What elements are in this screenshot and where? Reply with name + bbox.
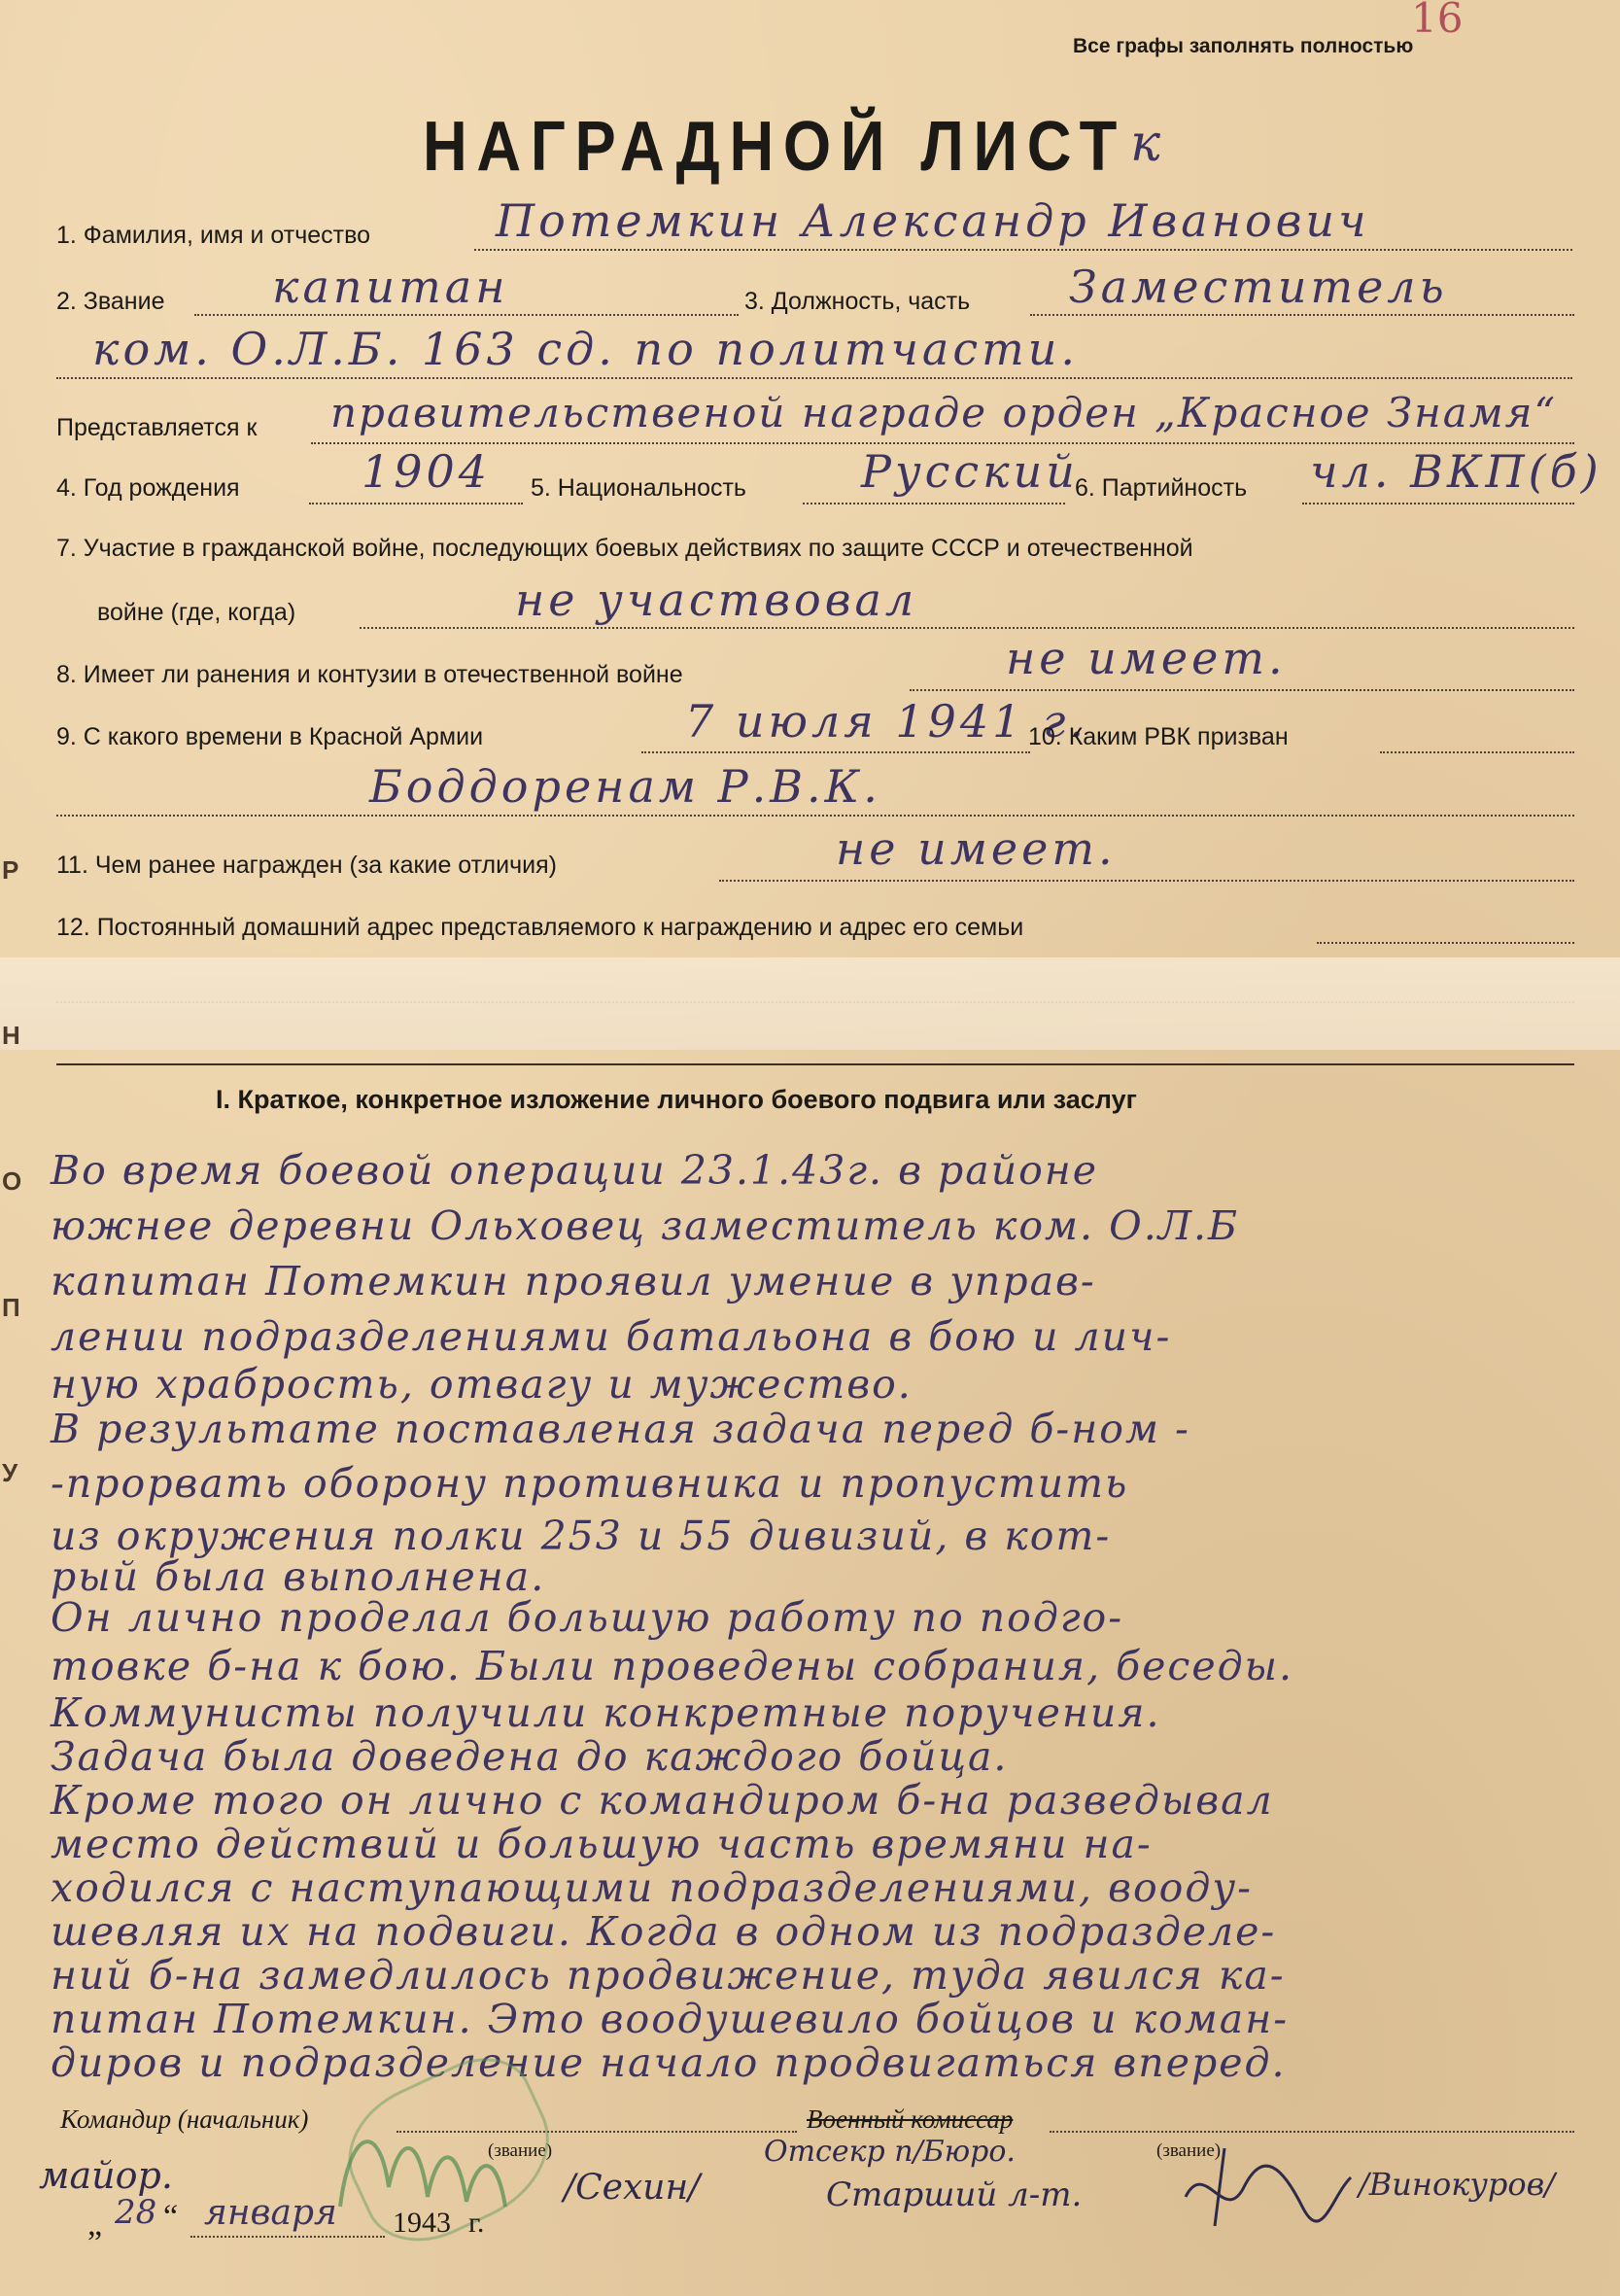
field-3-line-2	[56, 377, 1572, 379]
narrative-line: товке б-на к бою. Были проведены собрания, беседы.	[51, 1643, 1294, 1689]
field-6-label: 6. Партийность	[1075, 474, 1248, 502]
date-month: января	[204, 2193, 337, 2233]
document-title: НАГРАДНОЙ ЛИСТ	[423, 108, 1126, 186]
narrative-line: Он лично проделал большую работу по подго-	[51, 1594, 1124, 1641]
field-7-value: не участвовал	[515, 574, 918, 626]
rank-caption-right: (звание)	[1156, 2140, 1222, 2161]
field-9-line	[641, 751, 1030, 753]
field-1-line	[474, 249, 1572, 251]
represent-value: правительственой награде орден „Красное Знамя“	[330, 389, 1557, 436]
field-2-line	[194, 314, 739, 316]
field-1-label: 1. Фамилия, имя и отчество	[56, 222, 370, 249]
field-2-value: капитан	[272, 261, 509, 313]
commissar-line	[1050, 2131, 1574, 2133]
redacted-address-area	[0, 957, 1620, 1050]
field-8-line	[910, 689, 1574, 691]
margin-mark: О	[2, 1166, 22, 1196]
field-5-line	[803, 503, 1065, 504]
narrative-line: место действий и большую часть времяни на-	[51, 1821, 1153, 1867]
field-7-line	[360, 627, 1574, 629]
field-4-line	[309, 503, 523, 504]
narrative-line: Кроме того он лично с командиром б-на разведывал	[51, 1777, 1274, 1824]
date-quote-open: „	[87, 2207, 103, 2243]
narrative-line: диров и подразделение начало продвигаться вперед.	[51, 2039, 1287, 2086]
field-6-value: чл. ВКП(б)	[1310, 445, 1603, 498]
margin-mark: П	[2, 1293, 20, 1322]
field-11-line	[719, 880, 1574, 882]
rank-caption-left: (звание)	[488, 2140, 553, 2161]
narrative-line: -прорвать оборону противника и пропустить	[51, 1460, 1129, 1507]
field-3-value-cont: ком. О.Л.Б. 163 сд. по политчасти.	[92, 323, 1079, 375]
date-suffix: г.	[468, 2207, 485, 2239]
field-5-value: Русский	[861, 445, 1079, 498]
commissar-signature-name: /Винокуров/	[1359, 2166, 1556, 2203]
commissar-signature	[1166, 2139, 1361, 2245]
commander-signature-name: /Сехин/	[564, 2168, 701, 2208]
field-7-label-1: 7. Участие в гражданской войне, последующих боевых действиях по защите СССР и отечественной	[56, 535, 1193, 562]
field-12-line-a	[1317, 942, 1574, 944]
narrative-line: Во время боевой операции 23.1.43г. в районе	[51, 1147, 1099, 1194]
narrative-line: рый была выполнена.	[51, 1553, 546, 1600]
field-4-value: 1904	[362, 445, 492, 498]
commissar-rank-handwritten-2: Старший л-т.	[826, 2175, 1083, 2214]
narrative-line: шевляя их на подвиги. Когда в одном из подразделе-	[51, 1908, 1277, 1955]
field-3-value: Заместитель	[1069, 261, 1448, 313]
field-10-line-b	[56, 815, 1574, 817]
narrative-line: из окружения полки 253 и 55 дивизий, в кот-	[51, 1513, 1112, 1559]
section-heading: I. Краткое, конкретное изложение личного боевого подвига или заслуг	[216, 1085, 1137, 1114]
instruction-note: Все графы заполнять полностью	[1073, 35, 1414, 57]
field-5-label: 5. Национальность	[531, 474, 746, 502]
field-10-value: Боддоренам Р.В.К.	[369, 760, 881, 813]
commissar-label: Военный комиссар	[807, 2105, 1014, 2134]
date-year: 1943	[393, 2207, 451, 2239]
margin-mark: Р	[2, 855, 19, 885]
date-day: 28	[115, 2193, 157, 2232]
represent-label: Представляется к	[56, 414, 258, 441]
margin-mark: Н	[2, 1021, 20, 1050]
field-7-label-2: войне (где, когда)	[97, 599, 296, 626]
field-3-line	[1030, 314, 1574, 316]
field-9-label: 9. С какого времени в Красной Армии	[56, 723, 484, 750]
field-6-line	[1302, 503, 1574, 504]
narrative-line: лении подразделениями батальона в бою и лич-	[51, 1313, 1172, 1360]
field-3-label: 3. Должность, часть	[744, 288, 971, 315]
field-1-value: Потемкин Александр Иванович	[496, 194, 1370, 247]
date-line	[190, 2236, 385, 2238]
commander-label: Командир (начальник)	[60, 2105, 309, 2134]
represent-line	[311, 442, 1574, 444]
commissar-rank-handwritten-1: Отсекр п/Бюро.	[764, 2135, 1016, 2169]
narrative-line: ходился с наступающими подразделениями, вооду-	[51, 1864, 1253, 1911]
narrative-line: ний б-на замедлилось продвижение, туда явился ка-	[51, 1952, 1286, 1999]
narrative-line: Коммунисты получили конкретные поручения.	[51, 1689, 1161, 1736]
archive-corner-mark: 16	[1411, 0, 1464, 42]
field-8-label: 8. Имеет ли ранения и контузии в отечественной войне	[56, 661, 683, 688]
narrative-line: Задача была доведена до каждого бойца.	[51, 1733, 1009, 1780]
field-11-value: не имеет.	[836, 822, 1117, 875]
field-8-value: не имеет.	[1006, 632, 1287, 684]
title-mark: к	[1130, 115, 1161, 173]
margin-mark: У	[2, 1458, 18, 1487]
narrative-line: питан Потемкин. Это воодушевило бойцов и коман-	[51, 1996, 1290, 2042]
field-10-label: 10. Каким РВК призван	[1028, 723, 1289, 750]
field-11-label: 11. Чем ранее награжден (за какие отличия)	[56, 852, 557, 879]
field-4-label: 4. Год рождения	[56, 474, 240, 502]
narrative-line: южнее деревни Ольховец заместитель ком. О.Л.Б	[51, 1202, 1240, 1249]
field-10-line-a	[1380, 751, 1574, 753]
field-9-value: 7 июля 1941 г.	[685, 695, 1087, 748]
narrative-line: В результате поставленая задача перед б-ном -	[51, 1406, 1190, 1452]
narrative-line: капитан Потемкин проявил умение в управ-	[51, 1258, 1096, 1305]
date-quote-close: “	[163, 2199, 179, 2235]
field-12-label: 12. Постоянный домашний адрес представляемого к награждению и адрес его семьи	[56, 914, 1024, 941]
commander-rank-handwritten: майор.	[39, 2154, 173, 2197]
field-2-label: 2. Звание	[56, 288, 165, 315]
narrative-line: ную храбрость, отвагу и мужество.	[51, 1361, 913, 1408]
section-divider	[56, 1063, 1574, 1065]
